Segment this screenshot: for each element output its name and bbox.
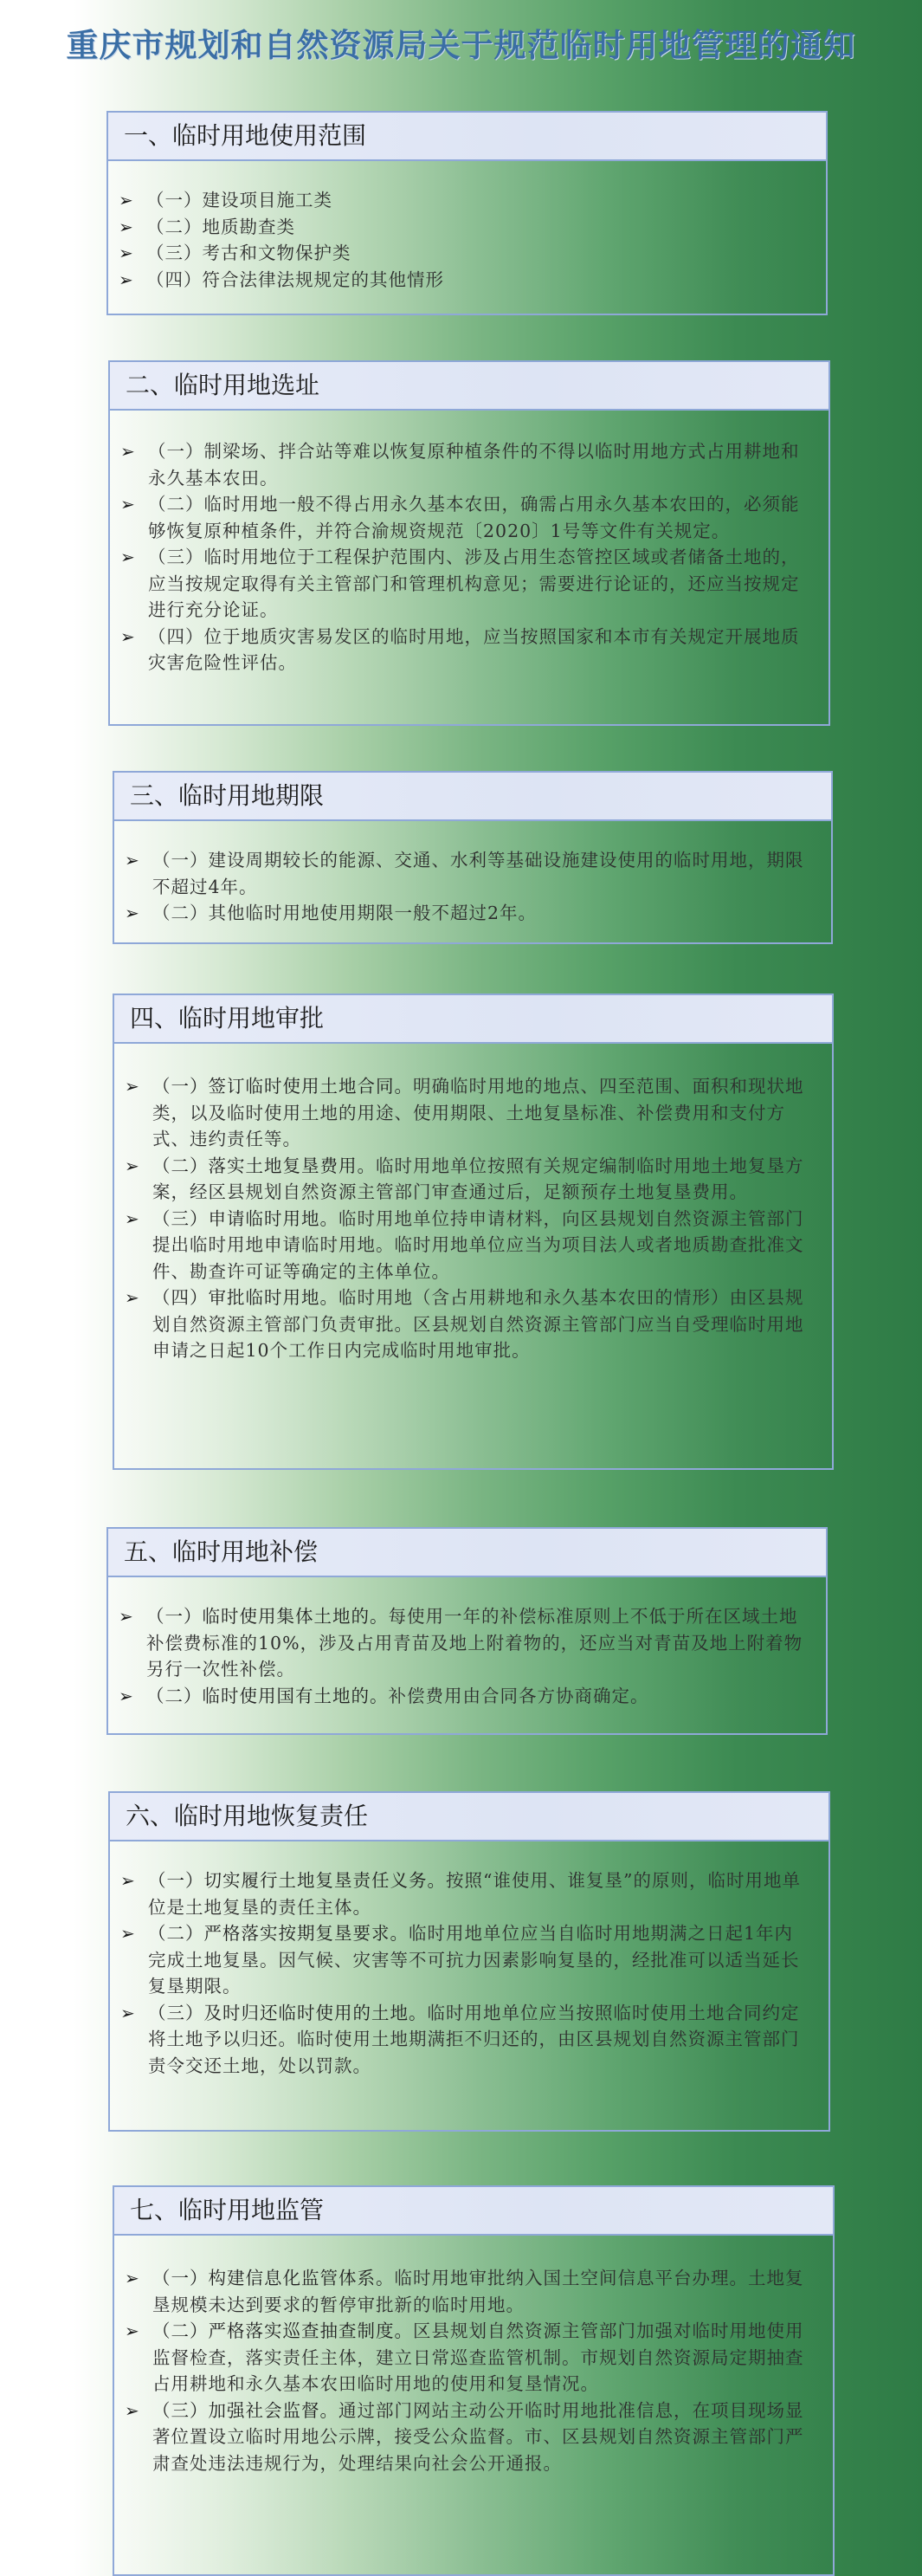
item-list — [114, 2265, 833, 2476]
item-list — [110, 1867, 829, 2079]
arrow-bullet-icon: ➢ — [125, 1287, 140, 1308]
arrow-bullet-icon: ➢ — [120, 1923, 136, 1944]
arrow-bullet-icon: ➢ — [119, 190, 134, 210]
arrow-bullet-icon: ➢ — [125, 1207, 140, 1229]
list-item: ➢ （一）构建信息化监管体系。临时用地审批纳入国土空间信息平台办理。土地复垦规模未达到要求的暂停审批新的临时用地。 — [114, 2265, 809, 2318]
list-item: ➢ （二）地质勘查类 — [108, 214, 791, 241]
list-item: ➢ （二）临时用地一般不得占用永久基本农田，确需占用永久基本农田的，必须能够恢复原种植条件，并符合渝规资规范〔2020〕1号等文件有关规定。 — [110, 491, 803, 544]
list-item: ➢ （二）临时使用国有土地的。补偿费用由合同各方协商确定。 — [108, 1683, 810, 1710]
list-item: ➢ （二）严格落实按期复垦要求。临时用地单位应当自临时用地期满之日起1年内完成土地复垦。因气候、灾害等不可抗力因素影响复垦的，经批准可以适当延长复垦期限。 — [110, 1920, 803, 2000]
list-item: ➢ （三）考古和文物保护类 — [108, 240, 791, 267]
list-item: ➢ （一）制梁场、拌合站等难以恢复原种植条件的不得以临时用地方式占用耕地和永久基本农田。 — [110, 438, 803, 491]
arrow-bullet-icon: ➢ — [120, 625, 136, 647]
arrow-bullet-icon: ➢ — [120, 547, 136, 567]
arrow-bullet-icon: ➢ — [125, 2399, 140, 2421]
arrow-bullet-icon: ➢ — [125, 1076, 140, 1097]
arrow-bullet-icon: ➢ — [120, 1870, 136, 1891]
item-list — [110, 438, 829, 676]
arrow-bullet-icon: ➢ — [119, 1606, 134, 1627]
list-item: ➢ （四）位于地质灾害易发区的临时用地，应当按照国家和本市有关规定开展地质灾害危险性评估。 — [110, 624, 803, 676]
section-duration — [113, 771, 833, 944]
list-item: ➢ （四）审批临时用地。临时用地（含占用耕地和永久基本农田的情形）由区县规划自然资源主管部门负责审批。区县规划自然资源主管部门应当自受理临时用地申请之日起10个工作日内完成临时用地审批。 — [114, 1285, 808, 1364]
list-item: ➢ （一）签订临时使用土地合同。明确临时用地的地点、四至范围、面积和现状地类，以及临时使用土地的用途、使用期限、土地复垦标准、补偿费用和支付方式、违约责任等。 — [114, 1073, 808, 1153]
list-item: ➢ （二）严格落实巡查抽查制度。区县规划自然资源主管部门加强对临时用地使用监督检查，落实责任主体，建立日常巡查监管机制。市规划自然资源局定期抽查占用耕地和永久基本农田临时用地的使用和复垦情况。 — [114, 2318, 809, 2398]
arrow-bullet-icon: ➢ — [125, 1155, 140, 1176]
item-list — [108, 1603, 826, 1709]
section-site-selection — [108, 360, 830, 726]
arrow-bullet-icon: ➢ — [119, 216, 134, 237]
list-item: ➢ （三）加强社会监督。通过部门网站主动公开临时用地批准信息，在项目现场显著位置设立临时用地公示牌，接受公众监督。市、区县规划自然资源主管部门严肃查处违法违规行为，处理结果向社会公开通报。 — [114, 2398, 809, 2477]
arrow-bullet-icon: ➢ — [119, 269, 134, 290]
arrow-bullet-icon: ➢ — [119, 1685, 134, 1706]
arrow-bullet-icon: ➢ — [125, 850, 140, 871]
list-item: ➢ （一）切实履行土地复垦责任义务。按照“谁使用、谁复垦”的原则，临时用地单位是土地复垦的责任主体。 — [110, 1867, 803, 1920]
section-heading: 七、临时用地监管 — [114, 2187, 833, 2236]
list-item: ➢ （三）及时归还临时使用的土地。临时用地单位应当按照临时使用土地合同约定将土地予以归还。临时使用土地期满拒不归还的，由区县规划自然资源主管部门责令交还土地，处以罚款。 — [110, 2000, 803, 2080]
section-compensation — [106, 1527, 828, 1735]
arrow-bullet-icon: ➢ — [119, 243, 134, 263]
section-heading: 六、临时用地恢复责任 — [110, 1793, 829, 1841]
section-heading: 一、临时用地使用范围 — [108, 113, 826, 161]
list-item: ➢ （二）落实土地复垦费用。临时用地单位按照有关规定编制临时用地土地复垦方案，经区县规划自然资源主管部门审查通过后，足额预存土地复垦费用。 — [114, 1153, 808, 1206]
arrow-bullet-icon: ➢ — [120, 441, 136, 462]
section-approval — [113, 994, 834, 1470]
section-heading: 二、临时用地选址 — [110, 362, 829, 411]
item-list — [114, 1073, 832, 1364]
arrow-bullet-icon: ➢ — [120, 494, 136, 515]
arrow-bullet-icon: ➢ — [125, 903, 140, 923]
list-item: ➢ （四）符合法律法规规定的其他情形 — [108, 267, 791, 294]
section-heading: 三、临时用地期限 — [114, 773, 831, 821]
item-list — [108, 187, 826, 293]
item-list — [114, 847, 831, 927]
list-item: ➢ （二）其他临时用地使用期限一般不超过2年。 — [114, 900, 807, 927]
section-supervision — [113, 2185, 835, 2576]
section-restoration — [108, 1791, 830, 2132]
page-title: 重庆市规划和自然资源局关于规范临时用地管理的通知 — [66, 27, 856, 64]
list-item: ➢ （一）建设项目施工类 — [108, 187, 791, 214]
list-item: ➢ （三）临时用地位于工程保护范围内、涉及占用生态管控区域或者储备土地的，应当按规定取得有关主管部门和管理机构意见；需要进行论证的，还应当按规定进行充分论证。 — [110, 544, 803, 624]
arrow-bullet-icon: ➢ — [120, 2002, 136, 2023]
list-item: ➢ （三）申请临时用地。临时用地单位持申请材料，向区县规划自然资源主管部门提出临时用地申请临时用地。临时用地单位应当为项目法人或者地质勘查批准文件、勘查许可证等确定的主体单位。 — [114, 1206, 808, 1285]
arrow-bullet-icon: ➢ — [125, 2320, 140, 2341]
list-item: ➢ （一）建设周期较长的能源、交通、水利等基础设施建设使用的临时用地，期限不超过4年。 — [114, 847, 807, 900]
section-heading: 四、临时用地审批 — [114, 995, 832, 1044]
list-item: ➢ （一）临时使用集体土地的。每使用一年的补偿标准原则上不低于所在区域土地补偿费标准的10%，涉及占用青苗及地上附着物的，还应当对青苗及地上附着物另行一次性补偿。 — [108, 1603, 810, 1683]
section-heading: 五、临时用地补偿 — [108, 1529, 826, 1577]
section-usage-scope — [106, 111, 828, 315]
arrow-bullet-icon: ➢ — [125, 2268, 140, 2288]
